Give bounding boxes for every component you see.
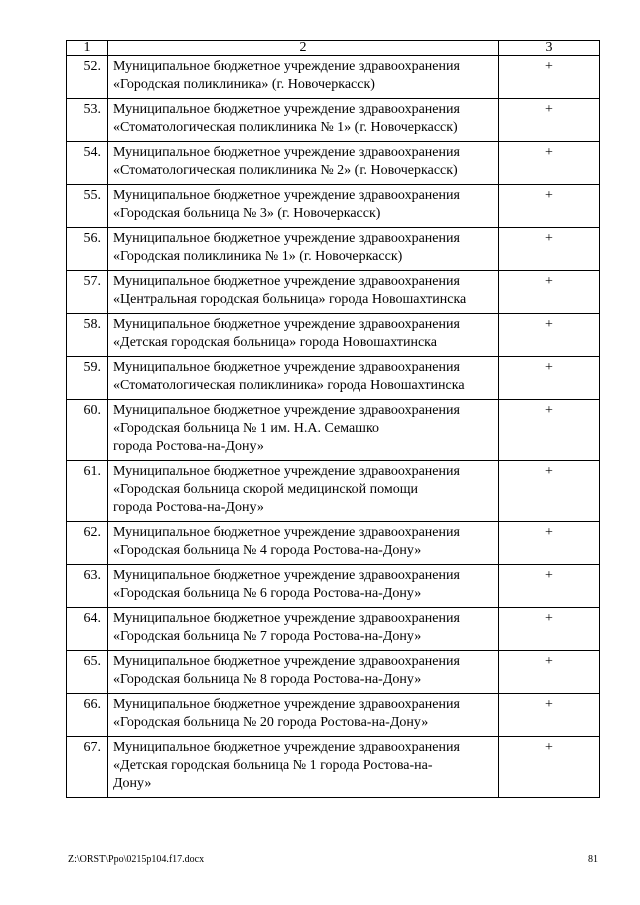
institution-name-line: Муниципальное бюджетное учреждение здравоохранения [113,145,460,160]
table-row [67,99,600,142]
row-mark: + [499,357,600,400]
institution-name-line: Муниципальное бюджетное учреждение здравоохранения [113,464,460,479]
row-mark: + [499,56,600,99]
institution-name-line: Дону» [113,776,152,791]
institution-name-line: Муниципальное бюджетное учреждение здравоохранения [113,59,460,74]
institution-name-line: «Городская больница скорой медицинской помощи [113,482,418,497]
institution-name-line: Муниципальное бюджетное учреждение здравоохранения [113,360,460,375]
footer-page-number: 81 [588,854,598,865]
row-mark: + [499,461,600,522]
header-col-3: 3 [499,41,600,56]
row-mark: + [499,228,600,271]
institution-name [108,522,499,565]
institution-name-line: «Стоматологическая поликлиника» города Новошахтинска [113,378,465,393]
row-mark: + [499,99,600,142]
institution-name [108,271,499,314]
row-number: 61. [67,461,108,522]
institution-name [108,461,499,522]
institution-name-line: «Городская поликлиника № 1» (г. Новочеркасск) [113,249,403,264]
institution-name [108,228,499,271]
institution-name-line: «Городская больница № 8 города Ростова-на-Дону» [113,672,422,687]
table-row [67,522,600,565]
row-number: 56. [67,228,108,271]
row-number: 52. [67,56,108,99]
row-number: 57. [67,271,108,314]
table-row [67,142,600,185]
institution-name-line: «Центральная городская больница» города Новошахтинска [113,292,467,307]
institution-name-line: Муниципальное бюджетное учреждение здравоохранения [113,403,460,418]
table-row [67,737,600,798]
institution-name-line: «Детская городская больница № 1 города Ростова-на- [113,758,433,773]
table-row [67,228,600,271]
row-number: 63. [67,565,108,608]
row-number: 53. [67,99,108,142]
table-row [67,461,600,522]
table-row [67,608,600,651]
row-number: 62. [67,522,108,565]
institution-name-line: города Ростова-на-Дону» [113,500,264,515]
institution-name-line: «Городская больница № 3» (г. Новочеркасск) [113,206,381,221]
row-number: 65. [67,651,108,694]
row-mark: + [499,271,600,314]
institution-name [108,99,499,142]
footer-file-path: Z:\ORST\Ppo\0215p104.f17.docx [68,854,205,865]
table-row [67,565,600,608]
institution-name-line: Муниципальное бюджетное учреждение здравоохранения [113,568,460,583]
table-header-row [67,41,600,56]
institution-name [108,56,499,99]
institution-name-line: Муниципальное бюджетное учреждение здравоохранения [113,317,460,332]
institution-name-line: «Стоматологическая поликлиника № 1» (г. Новочеркасск) [113,120,458,135]
table-row [67,651,600,694]
institution-name-line: города Ростова-на-Дону» [113,439,264,454]
institution-name-line: Муниципальное бюджетное учреждение здравоохранения [113,188,460,203]
institutions-table [66,40,600,798]
row-number: 67. [67,737,108,798]
row-mark: + [499,565,600,608]
institution-name [108,651,499,694]
row-mark: + [499,185,600,228]
institution-name [108,357,499,400]
row-number: 64. [67,608,108,651]
table-row [67,400,600,461]
table-row [67,271,600,314]
row-number: 58. [67,314,108,357]
table-row [67,56,600,99]
institution-name [108,608,499,651]
row-number: 66. [67,694,108,737]
institution-name-line: Муниципальное бюджетное учреждение здравоохранения [113,740,460,755]
row-mark: + [499,694,600,737]
institution-name [108,565,499,608]
table-row [67,694,600,737]
row-mark: + [499,142,600,185]
row-mark: + [499,651,600,694]
institution-name-line: Муниципальное бюджетное учреждение здравоохранения [113,102,460,117]
row-mark: + [499,400,600,461]
header-col-2: 2 [108,41,499,56]
institution-name-line: «Городская больница № 6 города Ростова-на-Дону» [113,586,422,601]
institution-name-line: Муниципальное бюджетное учреждение здравоохранения [113,274,460,289]
institution-name-line: Муниципальное бюджетное учреждение здравоохранения [113,654,460,669]
row-number: 54. [67,142,108,185]
institution-name-line: Муниципальное бюджетное учреждение здравоохранения [113,525,460,540]
institution-name-line: «Городская больница № 1 им. Н.А. Семашко [113,421,380,436]
institution-name [108,694,499,737]
institution-name-line: «Городская больница № 20 города Ростова-на-Дону» [113,715,429,730]
row-mark: + [499,522,600,565]
row-number: 55. [67,185,108,228]
institution-name [108,142,499,185]
institution-name [108,314,499,357]
institution-name-line: Муниципальное бюджетное учреждение здравоохранения [113,697,460,712]
table-row [67,357,600,400]
row-number: 60. [67,400,108,461]
institution-name-line: Муниципальное бюджетное учреждение здравоохранения [113,611,460,626]
table-row [67,314,600,357]
institution-name-line: «Городская больница № 4 города Ростова-на-Дону» [113,543,422,558]
table-body [67,41,600,798]
header-col-1: 1 [67,41,108,56]
institution-name-line: Муниципальное бюджетное учреждение здравоохранения [113,231,460,246]
table-row [67,185,600,228]
row-mark: + [499,314,600,357]
institution-name [108,737,499,798]
institution-name-line: «Городская поликлиника» (г. Новочеркасск) [113,77,375,92]
institution-name-line: «Детская городская больница» города Новошахтинска [113,335,437,350]
institution-name-line: «Стоматологическая поликлиника № 2» (г. Новочеркасск) [113,163,458,178]
row-mark: + [499,608,600,651]
row-mark: + [499,737,600,798]
row-number: 59. [67,357,108,400]
institution-name-line: «Городская больница № 7 города Ростова-на-Дону» [113,629,422,644]
institution-name [108,400,499,461]
institution-name [108,185,499,228]
